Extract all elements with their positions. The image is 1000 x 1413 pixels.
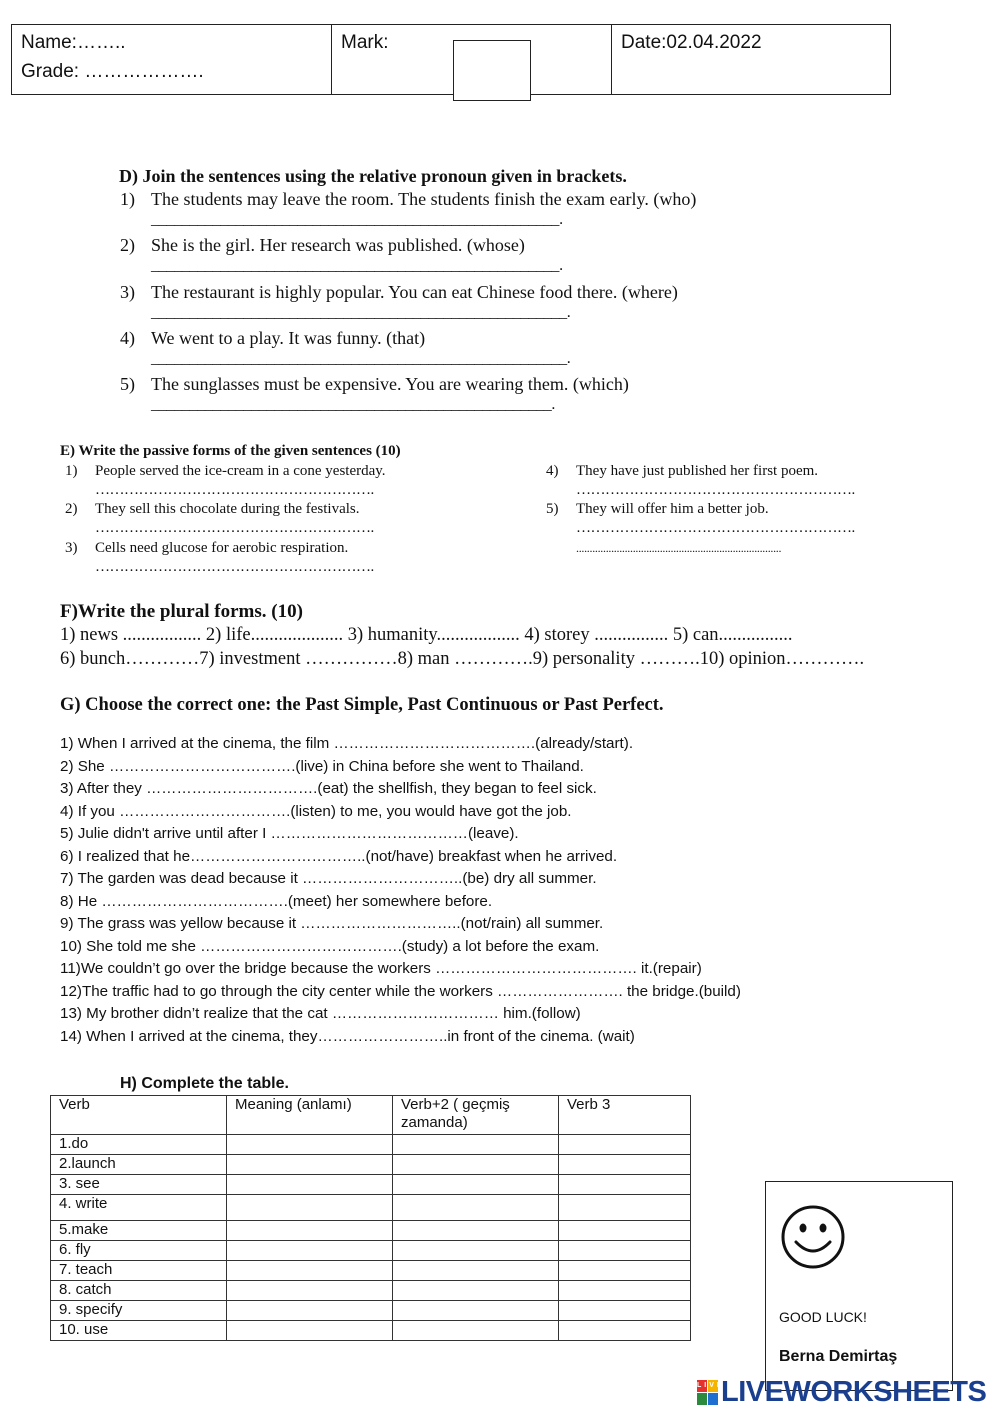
- answer-line[interactable]: ………………………………………………….: [95, 482, 374, 498]
- list-item: [546, 501, 769, 518]
- verb-cell: 4. write: [51, 1195, 227, 1221]
- verb2-cell[interactable]: [393, 1261, 559, 1281]
- list-item[interactable]: 7) The garden was dead because it …………………………..(be) dry all summer.: [60, 870, 597, 887]
- verb3-cell[interactable]: [559, 1135, 691, 1155]
- list-item: [120, 374, 820, 420]
- table-row: [51, 1135, 691, 1155]
- list-item[interactable]: 11)We couldn’t go over the bridge because the workers …………………………………. it.(repair): [60, 960, 702, 977]
- liveworksheets-logo-icon: LIVE: [697, 1380, 719, 1405]
- item-number: 2): [120, 235, 135, 255]
- item-text: She is the girl. Her research was published. (whose): [151, 235, 525, 255]
- answer-line[interactable]: ………………………………………………….: [576, 520, 855, 536]
- item-text: They have just published her first poem.: [576, 463, 819, 479]
- date-cell: [612, 25, 892, 94]
- table-row: [51, 1241, 691, 1261]
- list-item[interactable]: 3) After they …………………………….(eat) the shellfish, they began to feel sick.: [60, 780, 597, 797]
- item-number: 4): [546, 463, 559, 479]
- verb2-cell[interactable]: [393, 1241, 559, 1261]
- meaning-cell[interactable]: [227, 1135, 393, 1155]
- list-item[interactable]: 10) She told me she ………………………………….(study) a lot before the exam.: [60, 937, 600, 955]
- plural-forms-line-2[interactable]: 6) bunch…………7) investment ……………8) man ………….9) personality ……….10) opinion………….: [60, 649, 865, 669]
- verb-cell: 5.make: [51, 1221, 227, 1241]
- column-header: Verb+2 ( geçmiş zamanda): [393, 1096, 559, 1135]
- item-text: They sell this chocolate during the festivals.: [95, 501, 360, 517]
- table-row: [51, 1321, 691, 1341]
- verb2-cell[interactable]: [393, 1281, 559, 1301]
- list-item[interactable]: 6) I realized that he……………………………..(not/have) breakfast when he arrived.: [60, 847, 618, 865]
- good-luck-text: GOOD LUCK!: [779, 1309, 867, 1325]
- list-item: [120, 235, 820, 281]
- plural-forms-line-1[interactable]: 1) news ................. 2) life.................... 3) humanity.................. 4) storey ................ 5) can................: [60, 625, 793, 645]
- good-luck-box: [765, 1181, 953, 1391]
- list-item[interactable]: 1) When I arrived at the cinema, the film ………………………………….(already/start).: [60, 735, 634, 752]
- list-item[interactable]: 14) When I arrived at the cinema, they……………………..in front of the cinema. (wait): [60, 1027, 635, 1045]
- list-item[interactable]: 9) The grass was yellow because it …………………………..(not/rain) all summer.: [60, 915, 604, 932]
- verb-cell: 3. see: [51, 1175, 227, 1195]
- table-row: [51, 1301, 691, 1321]
- section-e-right-list: [546, 463, 946, 563]
- verb2-cell[interactable]: [393, 1195, 559, 1221]
- item-number: 4): [120, 328, 135, 348]
- section-g-list: [60, 735, 860, 1050]
- list-item[interactable]: 4) If you …………………………….(listen) to me, you would have got the job.: [60, 802, 572, 820]
- item-number: 2): [65, 501, 78, 517]
- section-e-title: E) Write the passive forms of the given sentences (10): [60, 443, 401, 459]
- verb2-cell[interactable]: [393, 1135, 559, 1155]
- table-row: [51, 1221, 691, 1241]
- item-text: The sunglasses must be expensive. You are wearing them. (which): [151, 374, 629, 394]
- verb-table: [50, 1095, 691, 1341]
- column-header: Meaning (anlamı): [227, 1096, 393, 1135]
- answer-line[interactable]: ............................................................................: [576, 541, 782, 555]
- verb3-cell[interactable]: [559, 1155, 691, 1175]
- section-h-title: H) Complete the table.: [120, 1075, 289, 1092]
- item-number: 5): [546, 501, 559, 517]
- verb-cell: 10. use: [51, 1321, 227, 1341]
- meaning-cell[interactable]: [227, 1321, 393, 1341]
- item-number: 3): [65, 540, 78, 556]
- answer-line[interactable]: ______________________________________________________.: [151, 304, 571, 321]
- table-row: [51, 1281, 691, 1301]
- verb3-cell[interactable]: [559, 1281, 691, 1301]
- item-number: 3): [120, 282, 135, 302]
- list-item: [120, 189, 820, 235]
- list-item: [546, 463, 819, 480]
- verb3-cell[interactable]: [559, 1221, 691, 1241]
- section-g-title: G) Choose the correct one: the Past Simple, Past Continuous or Past Perfect.: [60, 695, 664, 715]
- verb2-cell[interactable]: [393, 1155, 559, 1175]
- verb2-cell[interactable]: [393, 1175, 559, 1195]
- date-label: Date:02.04.2022: [621, 32, 762, 53]
- meaning-cell[interactable]: [227, 1261, 393, 1281]
- name-grade-cell: [12, 25, 332, 94]
- answer-line[interactable]: ………………………………………………….: [576, 482, 855, 498]
- mark-label: Mark:: [341, 32, 389, 53]
- meaning-cell[interactable]: [227, 1155, 393, 1175]
- item-number: 1): [65, 463, 78, 479]
- item-number: 5): [120, 374, 135, 394]
- meaning-cell[interactable]: [227, 1195, 393, 1221]
- column-header: Verb 3: [559, 1096, 691, 1135]
- section-e-left-list: [65, 463, 485, 579]
- item-text: The students may leave the room. The students finish the exam early. (who): [151, 189, 697, 209]
- verb3-cell[interactable]: [559, 1175, 691, 1195]
- watermark-text: LIVEWORKSHEETS: [721, 1376, 987, 1408]
- verb-cell: 1.do: [51, 1135, 227, 1155]
- name-label: Name:……..: [21, 32, 126, 53]
- verb3-cell[interactable]: [559, 1261, 691, 1281]
- verb2-cell[interactable]: [393, 1321, 559, 1341]
- list-item[interactable]: 5) Julie didn't arrive until after I …………………………………(leave).: [60, 825, 519, 842]
- answer-line[interactable]: ____________________________________________________.: [151, 396, 556, 413]
- answer-line[interactable]: ______________________________________________________.: [151, 350, 571, 367]
- table-row: [51, 1195, 691, 1221]
- verb-cell: 9. specify: [51, 1301, 227, 1321]
- verb3-cell[interactable]: [559, 1241, 691, 1261]
- liveworksheets-watermark: [697, 1376, 997, 1410]
- author-name: Berna Demirtaş: [779, 1348, 898, 1365]
- item-text: People served the ice-cream in a cone yesterday.: [95, 463, 386, 479]
- mark-input-box[interactable]: [453, 40, 531, 101]
- meaning-cell[interactable]: [227, 1281, 393, 1301]
- meaning-cell[interactable]: [227, 1221, 393, 1241]
- list-item: [65, 463, 386, 480]
- list-item: [120, 328, 820, 374]
- verb-cell: 2.launch: [51, 1155, 227, 1175]
- section-d-title: D) Join the sentences using the relative pronoun given in brackets.: [119, 166, 627, 186]
- meaning-cell[interactable]: [227, 1301, 393, 1321]
- column-header: Verb: [51, 1096, 227, 1135]
- answer-line[interactable]: _____________________________________________________.: [151, 257, 563, 274]
- item-text: The restaurant is highly popular. You can eat Chinese food there. (where): [151, 282, 678, 302]
- verb-cell: 6. fly: [51, 1241, 227, 1261]
- header-box: [11, 24, 891, 95]
- section-d-list: [120, 189, 820, 419]
- verb3-cell[interactable]: [559, 1321, 691, 1341]
- item-text: We went to a play. It was funny. (that): [151, 328, 426, 348]
- list-item: [65, 540, 349, 557]
- answer-line[interactable]: ………………………………………………….: [95, 520, 374, 536]
- verb2-cell[interactable]: [393, 1301, 559, 1321]
- item-text: Cells need glucose for aerobic respiration.: [95, 540, 349, 556]
- list-item: [65, 501, 360, 518]
- answer-line[interactable]: ………………………………………………….: [95, 559, 374, 575]
- table-header-row: [51, 1096, 691, 1135]
- smiley-face-icon: [780, 1204, 846, 1270]
- table-row: [51, 1175, 691, 1195]
- answer-line[interactable]: _____________________________________________________.: [151, 211, 563, 228]
- item-number: 1): [120, 189, 135, 209]
- meaning-cell[interactable]: [227, 1175, 393, 1195]
- table-row: [51, 1155, 691, 1175]
- list-item[interactable]: 2) She ……………………………….(live) in China before she went to Thailand.: [60, 757, 584, 775]
- item-text: They will offer him a better job.: [576, 501, 769, 517]
- meaning-cell[interactable]: [227, 1241, 393, 1261]
- list-item[interactable]: 12)The traffic had to go through the city center while the workers ……………………. the bridge.(build): [60, 982, 741, 1000]
- grade-label: Grade: ……………….: [21, 61, 204, 82]
- verb-cell: 7. teach: [51, 1261, 227, 1281]
- verb-cell: 8. catch: [51, 1281, 227, 1301]
- list-item[interactable]: 8) He ……………………………….(meet) her somewhere before.: [60, 892, 493, 910]
- list-item[interactable]: 13) My brother didn’t realize that the cat …………………………… him.(follow): [60, 1005, 581, 1022]
- section-f-title: F)Write the plural forms. (10): [60, 601, 303, 622]
- verb2-cell[interactable]: [393, 1221, 559, 1241]
- table-row: [51, 1261, 691, 1281]
- verb3-cell[interactable]: [559, 1301, 691, 1321]
- verb3-cell[interactable]: [559, 1195, 691, 1221]
- list-item: [120, 282, 820, 328]
